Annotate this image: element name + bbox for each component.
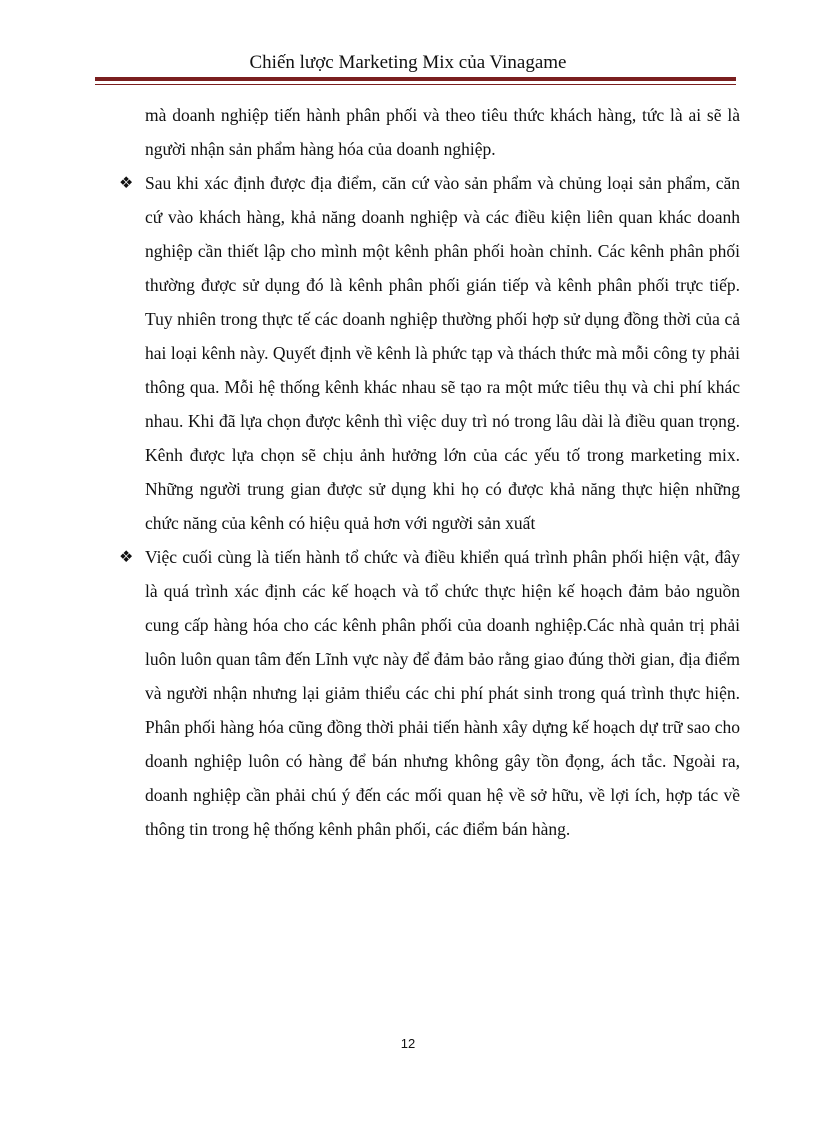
bullet-item	[119, 540, 740, 846]
bullet-text: Sau khi xác định được địa điểm, căn cứ vào sản phẩm và chủng loại sản phẩm, căn cứ vào khách hàng, khả năng doanh nghiệp và các điều kiện liên quan khác doanh nghiệp cần thiết lập cho mình một kênh phân phối hoàn chỉnh. Các kênh phân phối thường được sử dụng đó là kênh phân phối gián tiếp và kênh phân phối trực tiếp. Tuy nhiên trong thực tế các doanh nghiệp thường phối hợp sử dụng đồng thời của cả hai loại kênh này. Quyết định về kênh là phức tạp và thách thức mà mỗi công ty phải thông qua. Mỗi hệ thống kênh khác nhau sẽ tạo ra một mức tiêu thụ và chi phí khác nhau. Khi đã lựa chọn được kênh thì việc duy trì nó trong lâu dài là điều quan trọng. Kênh được lựa chọn sẽ chịu ảnh hưởng lớn của các yếu tố trong marketing mix. Những người trung gian được sử dụng khi họ có được khả năng thực hiện những chức năng của kênh có hiệu quả hơn với người sản xuất	[145, 173, 740, 533]
diamond-bullet-icon: ❖	[119, 173, 134, 192]
header-rule-thin	[95, 84, 736, 85]
bullet-text: Việc cuối cùng là tiến hành tổ chức và điều khiển quá trình phân phối hiện vật, đây là quá trình xác định các kế hoạch và tổ chức thực hiện kế hoạch đảm bảo nguồn cung cấp hàng hóa cho các kênh phân phối của doanh nghiệp.Các nhà quản trị phải luôn luôn quan tâm đến Lĩnh vực này để đảm bảo rằng giao đúng thời gian, địa điểm và người nhận nhưng lại giảm thiểu các chi phí phát sinh trong quá trình thực hiện. Phân phối hàng hóa cũng đồng thời phải tiến hành xây dựng kế hoạch dự trữ sao cho doanh nghiệp luôn có hàng để bán nhưng không gây tồn đọng, ách tắc. Ngoài ra, doanh nghiệp cần phải chú ý đến các mối quan hệ về sở hữu, về lợi ích, hợp tác về thông tin trong hệ thống kênh phân phối, các điểm bán hàng.	[145, 547, 740, 839]
header-rule-thick	[95, 77, 736, 81]
page-number: 12	[400, 1036, 416, 1051]
page-header-title: Chiến lược Marketing Mix của Vinagame	[249, 52, 567, 73]
document-body	[119, 98, 740, 846]
diamond-bullet-icon: ❖	[119, 547, 134, 566]
bullet-item	[119, 166, 740, 540]
continuation-paragraph: mà doanh nghiệp tiến hành phân phối và theo tiêu thức khách hàng, tức là ai sẽ là người nhận sản phẩm hàng hóa của doanh nghiệp.	[145, 105, 740, 159]
